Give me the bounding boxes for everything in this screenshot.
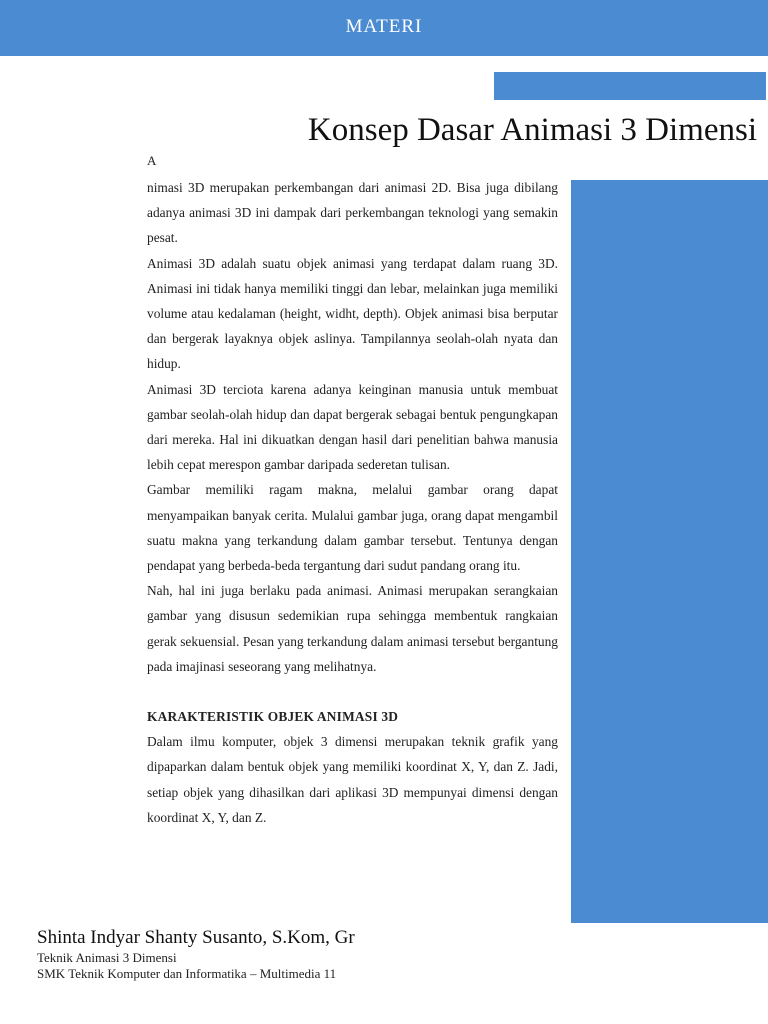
header-bar bbox=[0, 0, 768, 56]
paragraph-5: Nah, hal ini juga berlaku pada animasi. Animasi merupakan serangkaian gambar yang disusun sedemikian rupa sehingga membentuk rangkaian gerak sekuensial. Pesan yang terkandung dalam animasi tersebut bergantung pada imajinasi seseorang yang melihatnya. bbox=[147, 583, 558, 674]
section-heading: KARAKTERISTIK OBJEK ANIMASI 3D bbox=[147, 709, 399, 725]
footer-school: SMK Teknik Komputer dan Informatika – Multimedia 11 bbox=[37, 966, 337, 981]
footer-author: Shinta Indyar Shanty Susanto, S.Kom, Gr bbox=[37, 927, 355, 948]
dropcap-letter: A bbox=[147, 153, 157, 168]
document-body bbox=[147, 175, 558, 830]
paragraph-2: Animasi 3D adalah suatu objek animasi yang terdapat dalam ruang 3D. Animasi ini tidak hanya memiliki tinggi dan lebar, melainkan juga memiliki volume atau kedalaman (height, widht, depth). Objek animasi bisa berputar dan bergerak layaknya objek aslinya. Tampilannya seolah-olah nyata dan hidup. bbox=[147, 255, 558, 372]
side-panel-decoration bbox=[571, 180, 768, 923]
section-paragraph: Dalam ilmu komputer, objek 3 dimensi merupakan teknik grafik yang dipaparkan dalam bentuk objek yang memiliki koordinat X, Y, dan Z. Jadi, setiap objek yang dihasilkan dari aplikasi 3D mempunyai dimensi dengan koordinat X, Y, dan Z. bbox=[147, 734, 558, 825]
footer-subject: Teknik Animasi 3 Dimensi bbox=[37, 950, 177, 965]
page-title: Konsep Dasar Animasi 3 Dimensi bbox=[307, 112, 757, 148]
paragraph-3: Animasi 3D terciota karena adanya keinginan manusia untuk membuat gambar seolah-olah hidup dan dapat bergerak sebagai bentuk pengungkapan dari mereka. Hal ini dikuatkan dengan hasil dari penelitian bahwa manusia lebih cepat merespon gambar daripada sederetan tulisan. bbox=[147, 381, 558, 473]
header-title: MATERI bbox=[345, 16, 423, 37]
paragraph-1: nimasi 3D merupakan perkembangan dari animasi 2D. Bisa juga dibilang adanya animasi 3D ini dampak dari perkembangan teknologi yang semakin pesat. bbox=[147, 180, 558, 246]
footer bbox=[37, 926, 597, 982]
paragraph-4: Gambar memiliki ragam makna, melalui gambar orang dapat menyampaikan banyak cerita. Mulalui gambar juga, orang dapat mengambil suatu makna yang terkandung dalam gambar tersebut. Tentunya dengan pendapat yang berbeda-beda tergantung dari sudut pandang orang itu. bbox=[147, 482, 558, 574]
accent-tab-decoration bbox=[494, 72, 766, 100]
